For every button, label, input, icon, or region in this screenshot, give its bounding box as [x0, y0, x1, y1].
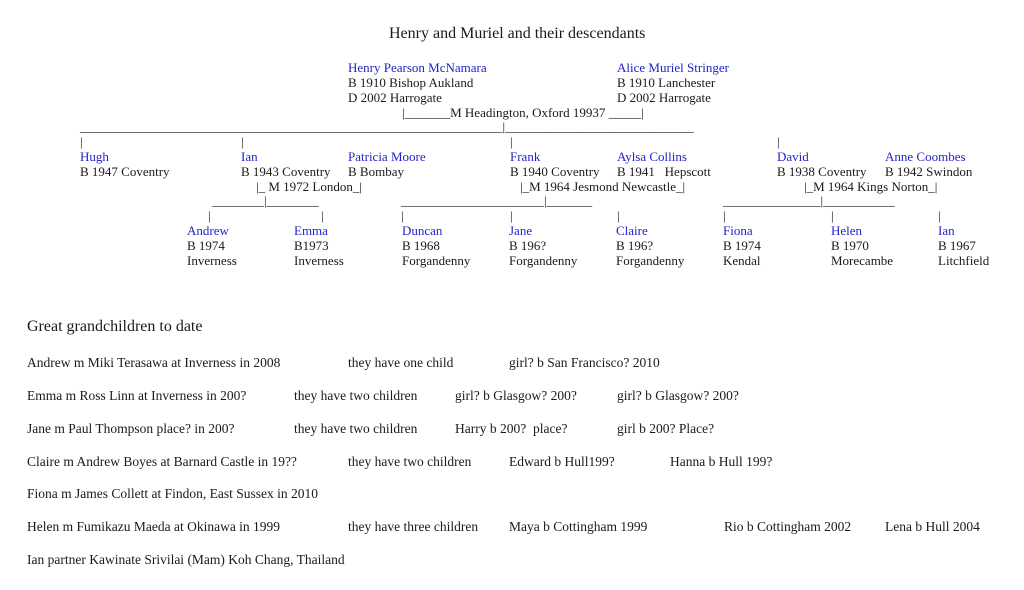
grandchild-place: Litchfield	[938, 253, 990, 268]
gg-cell: they have three children	[348, 519, 479, 534]
ian-birth: B 1943 Coventry	[241, 164, 331, 179]
frank-birth: B 1940 Coventry	[510, 164, 600, 179]
grandchildren-connector-ian: ________|________	[212, 193, 319, 208]
alice-name: Alice Muriel Stringer	[617, 60, 729, 75]
henry-birth: B 1910 Bishop Aukland	[348, 75, 474, 90]
patricia-name: Patricia Moore	[348, 149, 426, 164]
grandchild-name: Andrew	[187, 223, 229, 238]
gg-cell: girl? b San Francisco? 2010	[509, 355, 660, 370]
grandchild-name: Fiona	[723, 223, 753, 238]
tick: |	[938, 208, 941, 223]
tick: |	[241, 134, 244, 149]
root-marriage: |_______M Headington, Oxford 19937 _____|	[402, 105, 644, 120]
frank-marriage: |_M 1964 Jesmond Newcastle_|	[520, 179, 686, 194]
grandchild-name: Claire	[616, 223, 648, 238]
great-grandchildren-heading: Great grandchildren to date	[27, 318, 203, 335]
tick: |	[777, 134, 780, 149]
grandchild-name: Helen	[831, 223, 863, 238]
aylsa-name: Aylsa Collins	[617, 149, 687, 164]
grandchild-place: Inverness	[294, 253, 344, 268]
tick: |	[831, 208, 834, 223]
grandchild-name: Jane	[509, 223, 533, 238]
patricia-birth: B Bombay	[348, 164, 404, 179]
grandchild-birth: B 1968	[402, 238, 440, 253]
gg-cell: they have two children	[294, 421, 418, 436]
hugh-birth: B 1947 Coventry	[80, 164, 170, 179]
hugh-name: Hugh	[80, 149, 109, 164]
gg-cell: they have two children	[348, 454, 472, 469]
tick: |	[617, 208, 620, 223]
grandchildren-connector-david: _______________|___________	[723, 193, 895, 208]
alice-birth: B 1910 Lanchester	[617, 75, 716, 90]
grandchild-place: Forgandenny	[509, 253, 578, 268]
gg-cell: Harry b 200? place?	[455, 421, 568, 436]
tick: |	[401, 208, 404, 223]
gg-cell: girl? b Glasgow? 200?	[617, 388, 739, 403]
gg-cell: Lena b Hull 2004	[885, 519, 980, 534]
gg-cell: girl b 200? Place?	[617, 421, 715, 436]
grandchild-place: Inverness	[187, 253, 237, 268]
gg-cell: Claire m Andrew Boyes at Barnard Castle in 19??	[27, 454, 297, 469]
frank-name: Frank	[510, 149, 541, 164]
grandchild-birth: B 1974	[187, 238, 225, 253]
gg-cell: Andrew m Miki Terasawa at Inverness in 2008	[27, 355, 281, 370]
henry-death: D 2002 Harrogate	[348, 90, 442, 105]
david-name: David	[777, 149, 809, 164]
gg-cell: Helen m Fumikazu Maeda at Okinawa in 1999	[27, 519, 281, 534]
anne-name: Anne Coombes	[885, 149, 966, 164]
gg-cell: Edward b Hull199?	[509, 454, 615, 469]
grandchild-name: Duncan	[402, 223, 443, 238]
tick: |	[321, 208, 324, 223]
grandchild-place: Kendal	[723, 253, 761, 268]
grandchild-birth: B 196?	[509, 238, 547, 253]
grandchild-name: Ian	[938, 223, 955, 238]
grandchild-place: Morecambe	[831, 253, 894, 268]
gg-cell: Fiona m James Collett at Findon, East Sussex in 2010	[27, 486, 318, 501]
anne-birth: B 1942 Swindon	[885, 164, 973, 179]
grandchild-name: Emma	[294, 223, 328, 238]
grandchildren-connector-frank: ______________________|_______	[401, 193, 593, 208]
gg-cell: Hanna b Hull 199?	[670, 454, 773, 469]
gg-cell: Ian partner Kawinate Srivilai (Mam) Koh Chang, Thailand	[27, 552, 345, 567]
aylsa-birth: B 1941 Hepscott	[617, 164, 711, 179]
gg-cell: girl? b Glasgow? 200?	[455, 388, 577, 403]
grandchild-birth: B 1974	[723, 238, 761, 253]
children-connector: _________________________________________________________________|_____________________________	[80, 119, 694, 134]
david-birth: B 1938 Coventry	[777, 164, 867, 179]
henry-name: Henry Pearson McNamara	[348, 60, 487, 75]
david-marriage: |_M 1964 Kings Norton_|	[804, 179, 938, 194]
gg-cell: they have one child	[348, 355, 454, 370]
grandchild-birth: B 196?	[616, 238, 654, 253]
grandchild-place: Forgandenny	[402, 253, 471, 268]
page-title: Henry and Muriel and their descendants	[389, 25, 646, 42]
tick: |	[208, 208, 211, 223]
tick: |	[80, 134, 83, 149]
tick: |	[510, 208, 513, 223]
grandchild-birth: B 1970	[831, 238, 869, 253]
tick: |	[723, 208, 726, 223]
grandchild-birth: B 1967	[938, 238, 976, 253]
gg-cell: Rio b Cottingham 2002	[724, 519, 852, 534]
grandchild-birth: B1973	[294, 238, 329, 253]
alice-death: D 2002 Harrogate	[617, 90, 711, 105]
grandchild-place: Forgandenny	[616, 253, 685, 268]
gg-cell: Jane m Paul Thompson place? in 200?	[27, 421, 235, 436]
ian-marriage: |_ M 1972 London_|	[256, 179, 362, 194]
gg-cell: Emma m Ross Linn at Inverness in 200?	[27, 388, 247, 403]
ian-name: Ian	[241, 149, 258, 164]
gg-cell: Maya b Cottingham 1999	[509, 519, 648, 534]
tick: |	[510, 134, 513, 149]
gg-cell: they have two children	[294, 388, 418, 403]
